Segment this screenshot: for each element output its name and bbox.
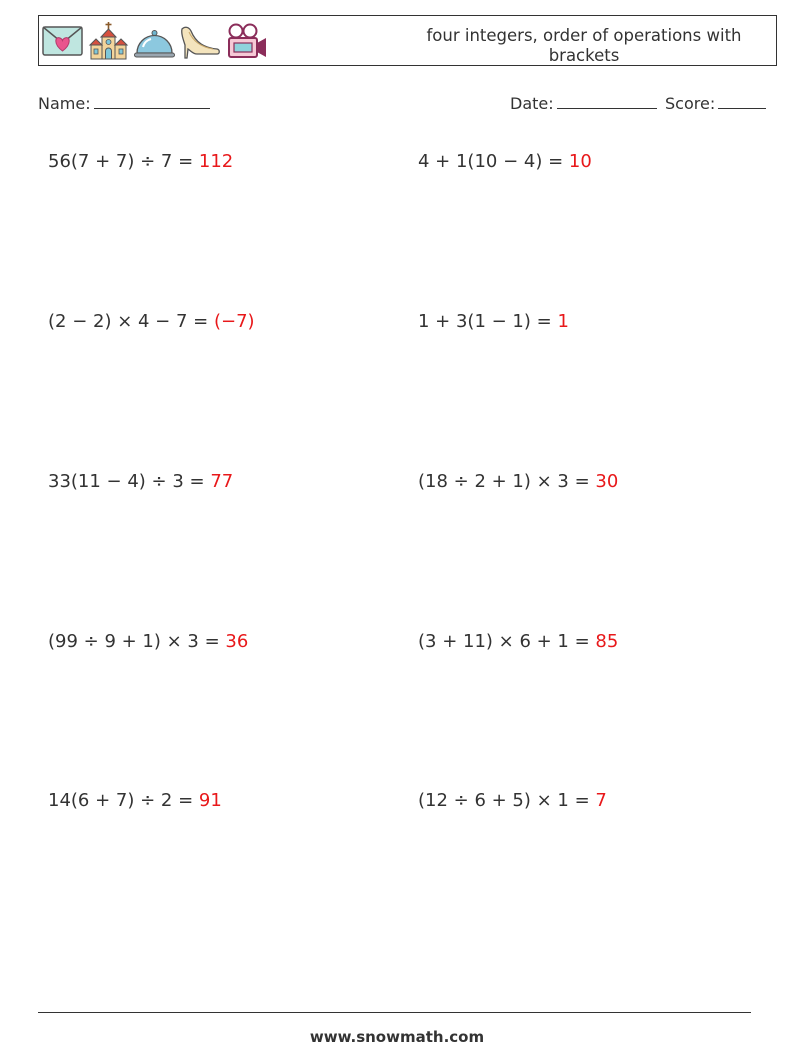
answer: 7 <box>595 790 607 811</box>
question: 56(7 + 7) ÷ 7 = <box>48 151 199 172</box>
question: (12 ÷ 6 + 5) × 1 = <box>418 790 596 811</box>
love-letter-icon <box>41 21 84 61</box>
problem-9 <box>48 790 222 811</box>
problem-6 <box>418 471 618 492</box>
problem-1 <box>48 151 233 172</box>
answer: 85 <box>595 631 619 652</box>
high-heel-shoe-icon <box>179 21 222 61</box>
movie-camera-icon <box>225 21 268 61</box>
question: 1 + 3(1 − 1) = <box>418 311 558 332</box>
worksheet-header <box>38 15 777 66</box>
answer: 30 <box>595 471 619 492</box>
date-blank[interactable] <box>557 92 657 109</box>
answer: 91 <box>198 790 222 811</box>
worksheet-title: four integers, order of operations with brackets <box>426 26 742 65</box>
footer-url[interactable]: www.snowmath.com <box>309 1028 485 1046</box>
problem-8 <box>418 631 618 652</box>
header-icons <box>41 21 268 61</box>
answer: 10 <box>568 151 592 172</box>
answer: 1 <box>557 311 569 332</box>
question: 4 + 1(10 − 4) = <box>418 151 569 172</box>
question: (2 − 2) × 4 − 7 = <box>48 311 214 332</box>
answer: 36 <box>225 631 249 652</box>
problem-2 <box>418 151 592 172</box>
score-label: Score: <box>665 94 716 113</box>
problem-4 <box>418 311 569 332</box>
name-field[interactable] <box>38 92 210 113</box>
score-blank[interactable] <box>718 92 766 109</box>
footer-divider <box>38 1012 751 1013</box>
question: (3 + 11) × 6 + 1 = <box>418 631 596 652</box>
question: (18 ÷ 2 + 1) × 3 = <box>418 471 596 492</box>
date-label: Date: <box>510 94 554 113</box>
answer: (−7) <box>213 311 255 332</box>
problem-5 <box>48 471 233 492</box>
name-blank[interactable] <box>94 92 210 109</box>
answer: 112 <box>198 151 234 172</box>
problem-7 <box>48 631 248 652</box>
answer: 77 <box>210 471 234 492</box>
church-icon <box>87 21 130 61</box>
date-field[interactable] <box>510 92 657 113</box>
question: 14(6 + 7) ÷ 2 = <box>48 790 199 811</box>
problem-3 <box>48 311 255 332</box>
question: 33(11 − 4) ÷ 3 = <box>48 471 211 492</box>
name-label: Name: <box>38 94 91 113</box>
problem-10 <box>418 790 607 811</box>
food-cloche-icon <box>133 21 176 61</box>
question: (99 ÷ 9 + 1) × 3 = <box>48 631 226 652</box>
score-field[interactable] <box>665 92 766 113</box>
